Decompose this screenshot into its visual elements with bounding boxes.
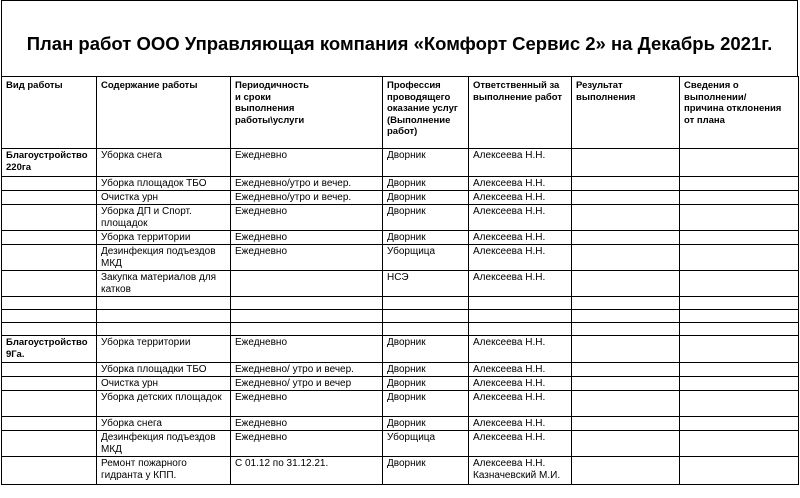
empty-cell [2, 310, 97, 323]
table-row [2, 391, 799, 417]
section-cell-empty [2, 457, 97, 485]
row-result [572, 191, 680, 205]
section-name: Благоустройство 9Га. [2, 336, 97, 363]
row-content: Закупка материалов для катков [97, 271, 231, 297]
row-notes [680, 391, 799, 417]
row-profession: Дворник [383, 457, 469, 485]
row-responsible: Алексеева Н.Н. [469, 336, 572, 363]
row-period: Ежедневно [231, 431, 383, 457]
section-cell-empty [2, 363, 97, 377]
table-body [2, 149, 799, 485]
section-cell-empty [2, 205, 97, 231]
row-notes [680, 245, 799, 271]
header-profession: Профессия проводящего оказание услуг (Выполнение работ) [383, 77, 469, 149]
row-notes [680, 417, 799, 431]
row-notes [680, 336, 799, 363]
table-row [2, 363, 799, 377]
row-responsible: Алексеева Н.Н. [469, 177, 572, 191]
section-cell-empty [2, 377, 97, 391]
table-row [2, 336, 799, 363]
row-notes [680, 271, 799, 297]
row-period: Ежедневно [231, 391, 383, 417]
row-content: Ремонт пожарного гидранта у КПП. [97, 457, 231, 485]
row-result [572, 417, 680, 431]
row-content: Уборка снега [97, 149, 231, 177]
row-content: Дезинфекция подъездов МКД [97, 245, 231, 271]
row-period: Ежедневно/утро и вечер. [231, 191, 383, 205]
table-row [2, 177, 799, 191]
header-work-type: Вид работы [2, 77, 97, 149]
row-content: Уборка территории [97, 231, 231, 245]
row-result [572, 431, 680, 457]
row-result [572, 205, 680, 231]
row-notes [680, 191, 799, 205]
row-responsible: Алексеева Н.Н. [469, 377, 572, 391]
empty-cell [572, 310, 680, 323]
row-profession: Дворник [383, 231, 469, 245]
section-cell-empty [2, 431, 97, 457]
page-title: План работ ООО Управляющая компания «Комфорт Сервис 2» на Декабрь 2021г. [26, 33, 773, 54]
header-notes: Сведения о выполнении/ причина отклонения от плана [680, 77, 799, 149]
row-result [572, 177, 680, 191]
empty-cell [680, 297, 799, 310]
table-row [2, 457, 799, 485]
empty-cell [469, 297, 572, 310]
table-row [2, 377, 799, 391]
section-name: Благоустройство 220га [2, 149, 97, 177]
row-profession: Дворник [383, 336, 469, 363]
empty-cell [572, 323, 680, 336]
empty-cell [680, 310, 799, 323]
row-content: Дезинфекция подъездов МКД [97, 431, 231, 457]
row-period [231, 271, 383, 297]
table-row [2, 205, 799, 231]
header-work-content: Содержание работы [97, 77, 231, 149]
section-cell-empty [2, 191, 97, 205]
row-notes [680, 177, 799, 191]
row-profession: Дворник [383, 391, 469, 417]
row-responsible: Алексеева Н.Н. [469, 245, 572, 271]
row-result [572, 363, 680, 377]
row-notes [680, 231, 799, 245]
row-profession: Дворник [383, 149, 469, 177]
table-row [2, 417, 799, 431]
section-cell-empty [2, 245, 97, 271]
row-content: Уборка детских площадок [97, 391, 231, 417]
empty-cell [97, 310, 231, 323]
row-content: Очистка урн [97, 377, 231, 391]
empty-cell [97, 297, 231, 310]
row-responsible: Алексеева Н.Н. Казначевский М.И. [469, 457, 572, 485]
row-notes [680, 363, 799, 377]
table-row [2, 271, 799, 297]
row-profession: НСЭ [383, 271, 469, 297]
row-result [572, 457, 680, 485]
row-result [572, 377, 680, 391]
row-profession: Дворник [383, 191, 469, 205]
row-responsible: Алексеева Н.Н. [469, 271, 572, 297]
empty-cell [231, 310, 383, 323]
empty-cell [2, 323, 97, 336]
empty-cell [469, 310, 572, 323]
row-content: Уборка площадок ТБО [97, 177, 231, 191]
row-profession: Дворник [383, 205, 469, 231]
table-row [2, 231, 799, 245]
row-notes [680, 431, 799, 457]
row-content: Уборка ДП и Спорт. площадок [97, 205, 231, 231]
work-plan-table [1, 76, 799, 485]
row-result [572, 391, 680, 417]
row-responsible: Алексеева Н.Н. [469, 231, 572, 245]
row-period: Ежедневно [231, 231, 383, 245]
empty-cell [469, 323, 572, 336]
header-result: Результат выполнения [572, 77, 680, 149]
row-period: С 01.12 по 31.12.21. [231, 457, 383, 485]
row-profession: Дворник [383, 377, 469, 391]
row-period: Ежедневно [231, 336, 383, 363]
row-notes [680, 457, 799, 485]
section-cell-empty [2, 231, 97, 245]
row-period: Ежедневно [231, 149, 383, 177]
row-period: Ежедневно [231, 205, 383, 231]
empty-cell [97, 323, 231, 336]
row-profession: Дворник [383, 363, 469, 377]
empty-cell [572, 297, 680, 310]
empty-cell [383, 310, 469, 323]
row-period: Ежедневно/утро и вечер. [231, 177, 383, 191]
row-responsible: Алексеева Н.Н. [469, 149, 572, 177]
row-responsible: Алексеева Н.Н. [469, 391, 572, 417]
empty-cell [680, 323, 799, 336]
empty-cell [231, 323, 383, 336]
row-content: Очистка урн [97, 191, 231, 205]
section-cell-empty [2, 417, 97, 431]
section-cell-empty [2, 391, 97, 417]
title-box [1, 0, 798, 76]
header-responsible: Ответственный за выполнение работ [469, 77, 572, 149]
table-row [2, 149, 799, 177]
table-row [2, 191, 799, 205]
row-profession: Уборщица [383, 245, 469, 271]
row-notes [680, 377, 799, 391]
empty-cell [231, 297, 383, 310]
row-result [572, 336, 680, 363]
row-period: Ежедневно/ утро и вечер [231, 377, 383, 391]
table-row [2, 431, 799, 457]
row-period: Ежедневно/ утро и вечер. [231, 363, 383, 377]
row-responsible: Алексеева Н.Н. [469, 191, 572, 205]
row-content: Уборка территории [97, 336, 231, 363]
header-periodicity: Периодичность и сроки выполнения работы\услуги [231, 77, 383, 149]
section-cell-empty [2, 271, 97, 297]
row-result [572, 149, 680, 177]
row-result [572, 245, 680, 271]
header-row [2, 77, 799, 149]
row-notes [680, 149, 799, 177]
section-cell-empty [2, 177, 97, 191]
row-responsible: Алексеева Н.Н. [469, 363, 572, 377]
empty-cell [383, 297, 469, 310]
empty-row [2, 310, 799, 323]
table-row [2, 245, 799, 271]
row-profession: Уборщица [383, 431, 469, 457]
empty-row [2, 297, 799, 310]
empty-cell [383, 323, 469, 336]
row-notes [680, 205, 799, 231]
empty-cell [2, 297, 97, 310]
row-profession: Дворник [383, 417, 469, 431]
empty-row [2, 323, 799, 336]
row-result [572, 271, 680, 297]
row-content: Уборка площадки ТБО [97, 363, 231, 377]
row-period: Ежедневно [231, 417, 383, 431]
row-period: Ежедневно [231, 245, 383, 271]
row-profession: Дворник [383, 177, 469, 191]
row-content: Уборка снега [97, 417, 231, 431]
row-responsible: Алексеева Н.Н. [469, 431, 572, 457]
row-responsible: Алексеева Н.Н. [469, 417, 572, 431]
row-result [572, 231, 680, 245]
row-responsible: Алексеева Н.Н. [469, 205, 572, 231]
